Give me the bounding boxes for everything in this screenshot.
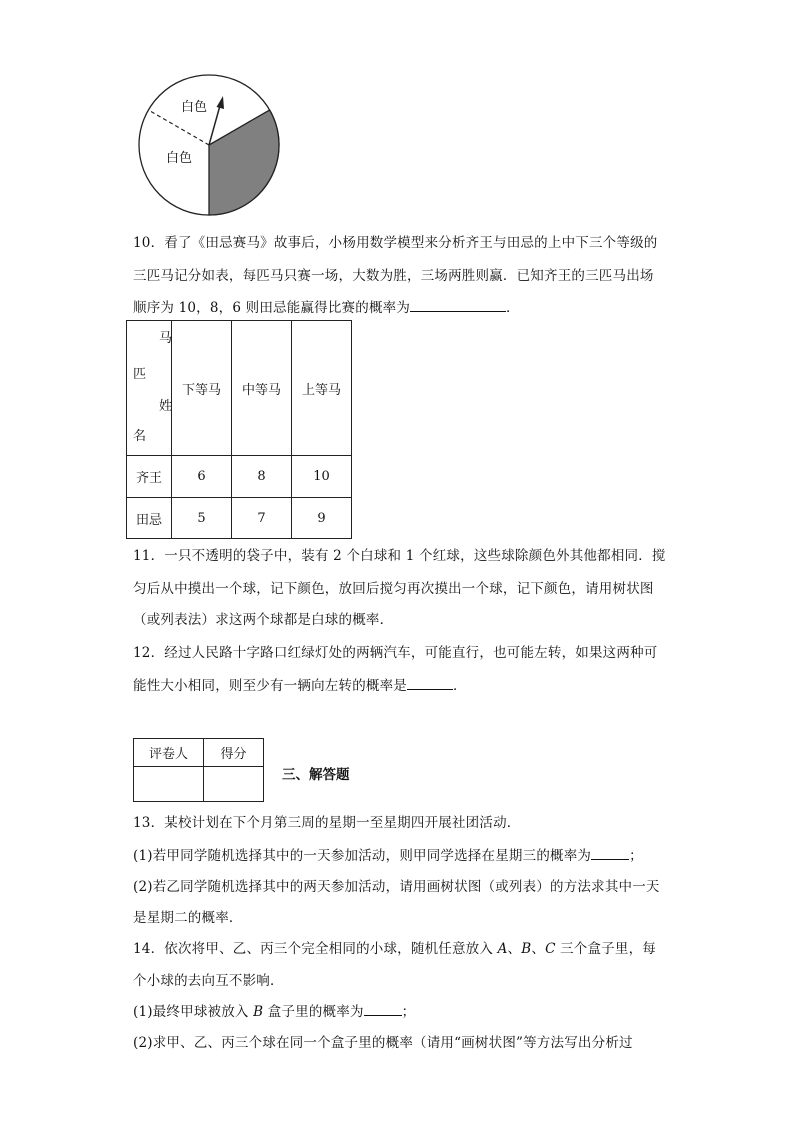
q11-line1: 11．一只不透明的袋子中，装有 2 个白球和 1 个红球，这些球除颜色外其他都相同．搅 (133, 548, 666, 564)
table-cell: 8 (232, 456, 292, 498)
q14-line1 (133, 939, 656, 959)
q13-line2-end: ； (629, 848, 643, 864)
q12-line2-end: ． (453, 678, 467, 694)
q10-line1: 10．看了《田忌赛马》故事后，小杨用数学模型来分析齐王与田忌的上中下三个等级的 (133, 235, 658, 251)
horse-score-table (126, 320, 352, 539)
q10-line3 (133, 297, 520, 318)
score-header: 得分 (204, 739, 264, 767)
q14-line3-text: (1)最终甲球被放入 (133, 1004, 254, 1020)
q14-line1-end: 三个盒子里，每 (555, 941, 656, 957)
table-header-cell: 中等马 (232, 321, 292, 456)
table-row-name: 田忌 (127, 498, 172, 539)
corner-char-left2: 名 (133, 429, 147, 444)
score-cell[interactable] (204, 767, 264, 802)
table-cell: 5 (172, 498, 232, 539)
q10-line3-end: ． (506, 300, 520, 316)
q13-line4: 是星期二的概率． (133, 910, 243, 926)
q14-line3 (133, 1001, 415, 1022)
box-b-label: B (521, 941, 532, 957)
q14-sep: 、 (507, 941, 522, 957)
q14-line3-mid: 盒子里的概率为 (263, 1004, 364, 1020)
table-row (127, 456, 352, 498)
corner-char-right: 姓 (159, 399, 173, 414)
grader-score-table (133, 738, 264, 802)
q12-line1: 12．经过人民路十字路口红绿灯处的两辆汽车，可能直行，也可能左转，如果这两种可 (133, 645, 658, 661)
q12-line2-text: 能性大小相同，则至少有一辆向左转的概率是 (133, 678, 407, 694)
q10-line2: 三匹马记分如表，每匹马只赛一场，大数为胜，三场两胜则赢．已知齐王的三匹马出场 (133, 268, 654, 284)
table-row-name: 齐王 (127, 456, 172, 498)
box-b-label: B (253, 1004, 264, 1020)
corner-char-top: 马 (159, 331, 173, 346)
box-a-label: A (497, 941, 508, 957)
q10-line3-text: 顺序为 10，8，6 则田忌能赢得比赛的概率为 (133, 300, 411, 316)
table-cell: 9 (292, 498, 352, 539)
table-cell: 6 (172, 456, 232, 498)
grader-header: 评卷人 (134, 739, 204, 767)
q13-line2 (133, 845, 643, 866)
q13-answer-blank[interactable] (591, 845, 629, 860)
grader-cell[interactable] (134, 767, 204, 802)
q14-answer-blank[interactable] (364, 1001, 402, 1016)
table-header-cell: 下等马 (172, 321, 232, 456)
q11-line2: 匀后从中摸出一个球，记下颜色，放回后搅匀再次摸出一个球，记下颜色，请用树状图 (133, 581, 654, 597)
table-cell: 10 (292, 456, 352, 498)
spinner-label-top: 白色 (181, 100, 208, 115)
table-corner-cell (127, 321, 172, 456)
table-header-cell: 上等马 (292, 321, 352, 456)
q14-sep: 、 (531, 941, 546, 957)
q12-line2 (133, 675, 467, 696)
q14-line4: (2)求甲、乙、丙三个球在同一个盒子里的概率（请用“画树状图”等方法写出分析过 (133, 1035, 633, 1051)
q14-line1-text: 14．依次将甲、乙、丙三个完全相同的小球，随机任意放入 (133, 941, 498, 957)
box-c-label: C (545, 941, 556, 957)
table-row (127, 498, 352, 539)
q11-line3: （或列表法）求这两个球都是白球的概率． (133, 612, 394, 628)
q13-line2-text: (1)若甲同学随机选择其中的一天参加活动，则甲同学选择在星期三的概率为 (133, 848, 592, 864)
q14-line2: 个小球的去向互不影响． (133, 973, 284, 989)
q13-line1: 13．某校计划在下个月第三周的星期一至星期四开展社团活动． (133, 815, 521, 831)
q12-answer-blank[interactable] (407, 675, 453, 690)
table-cell: 7 (232, 498, 292, 539)
q14-line3-end: ； (401, 1004, 416, 1020)
q13-line3: (2)若乙同学随机选择其中的两天参加活动，请用画树状图（或列表）的方法求其中一天 (133, 879, 660, 895)
q10-answer-blank[interactable] (410, 297, 506, 312)
spinner-label-left: 白色 (166, 151, 193, 166)
spinner-figure (136, 74, 284, 218)
corner-char-left1: 匹 (133, 367, 147, 382)
section-title: 三、解答题 (282, 767, 350, 783)
